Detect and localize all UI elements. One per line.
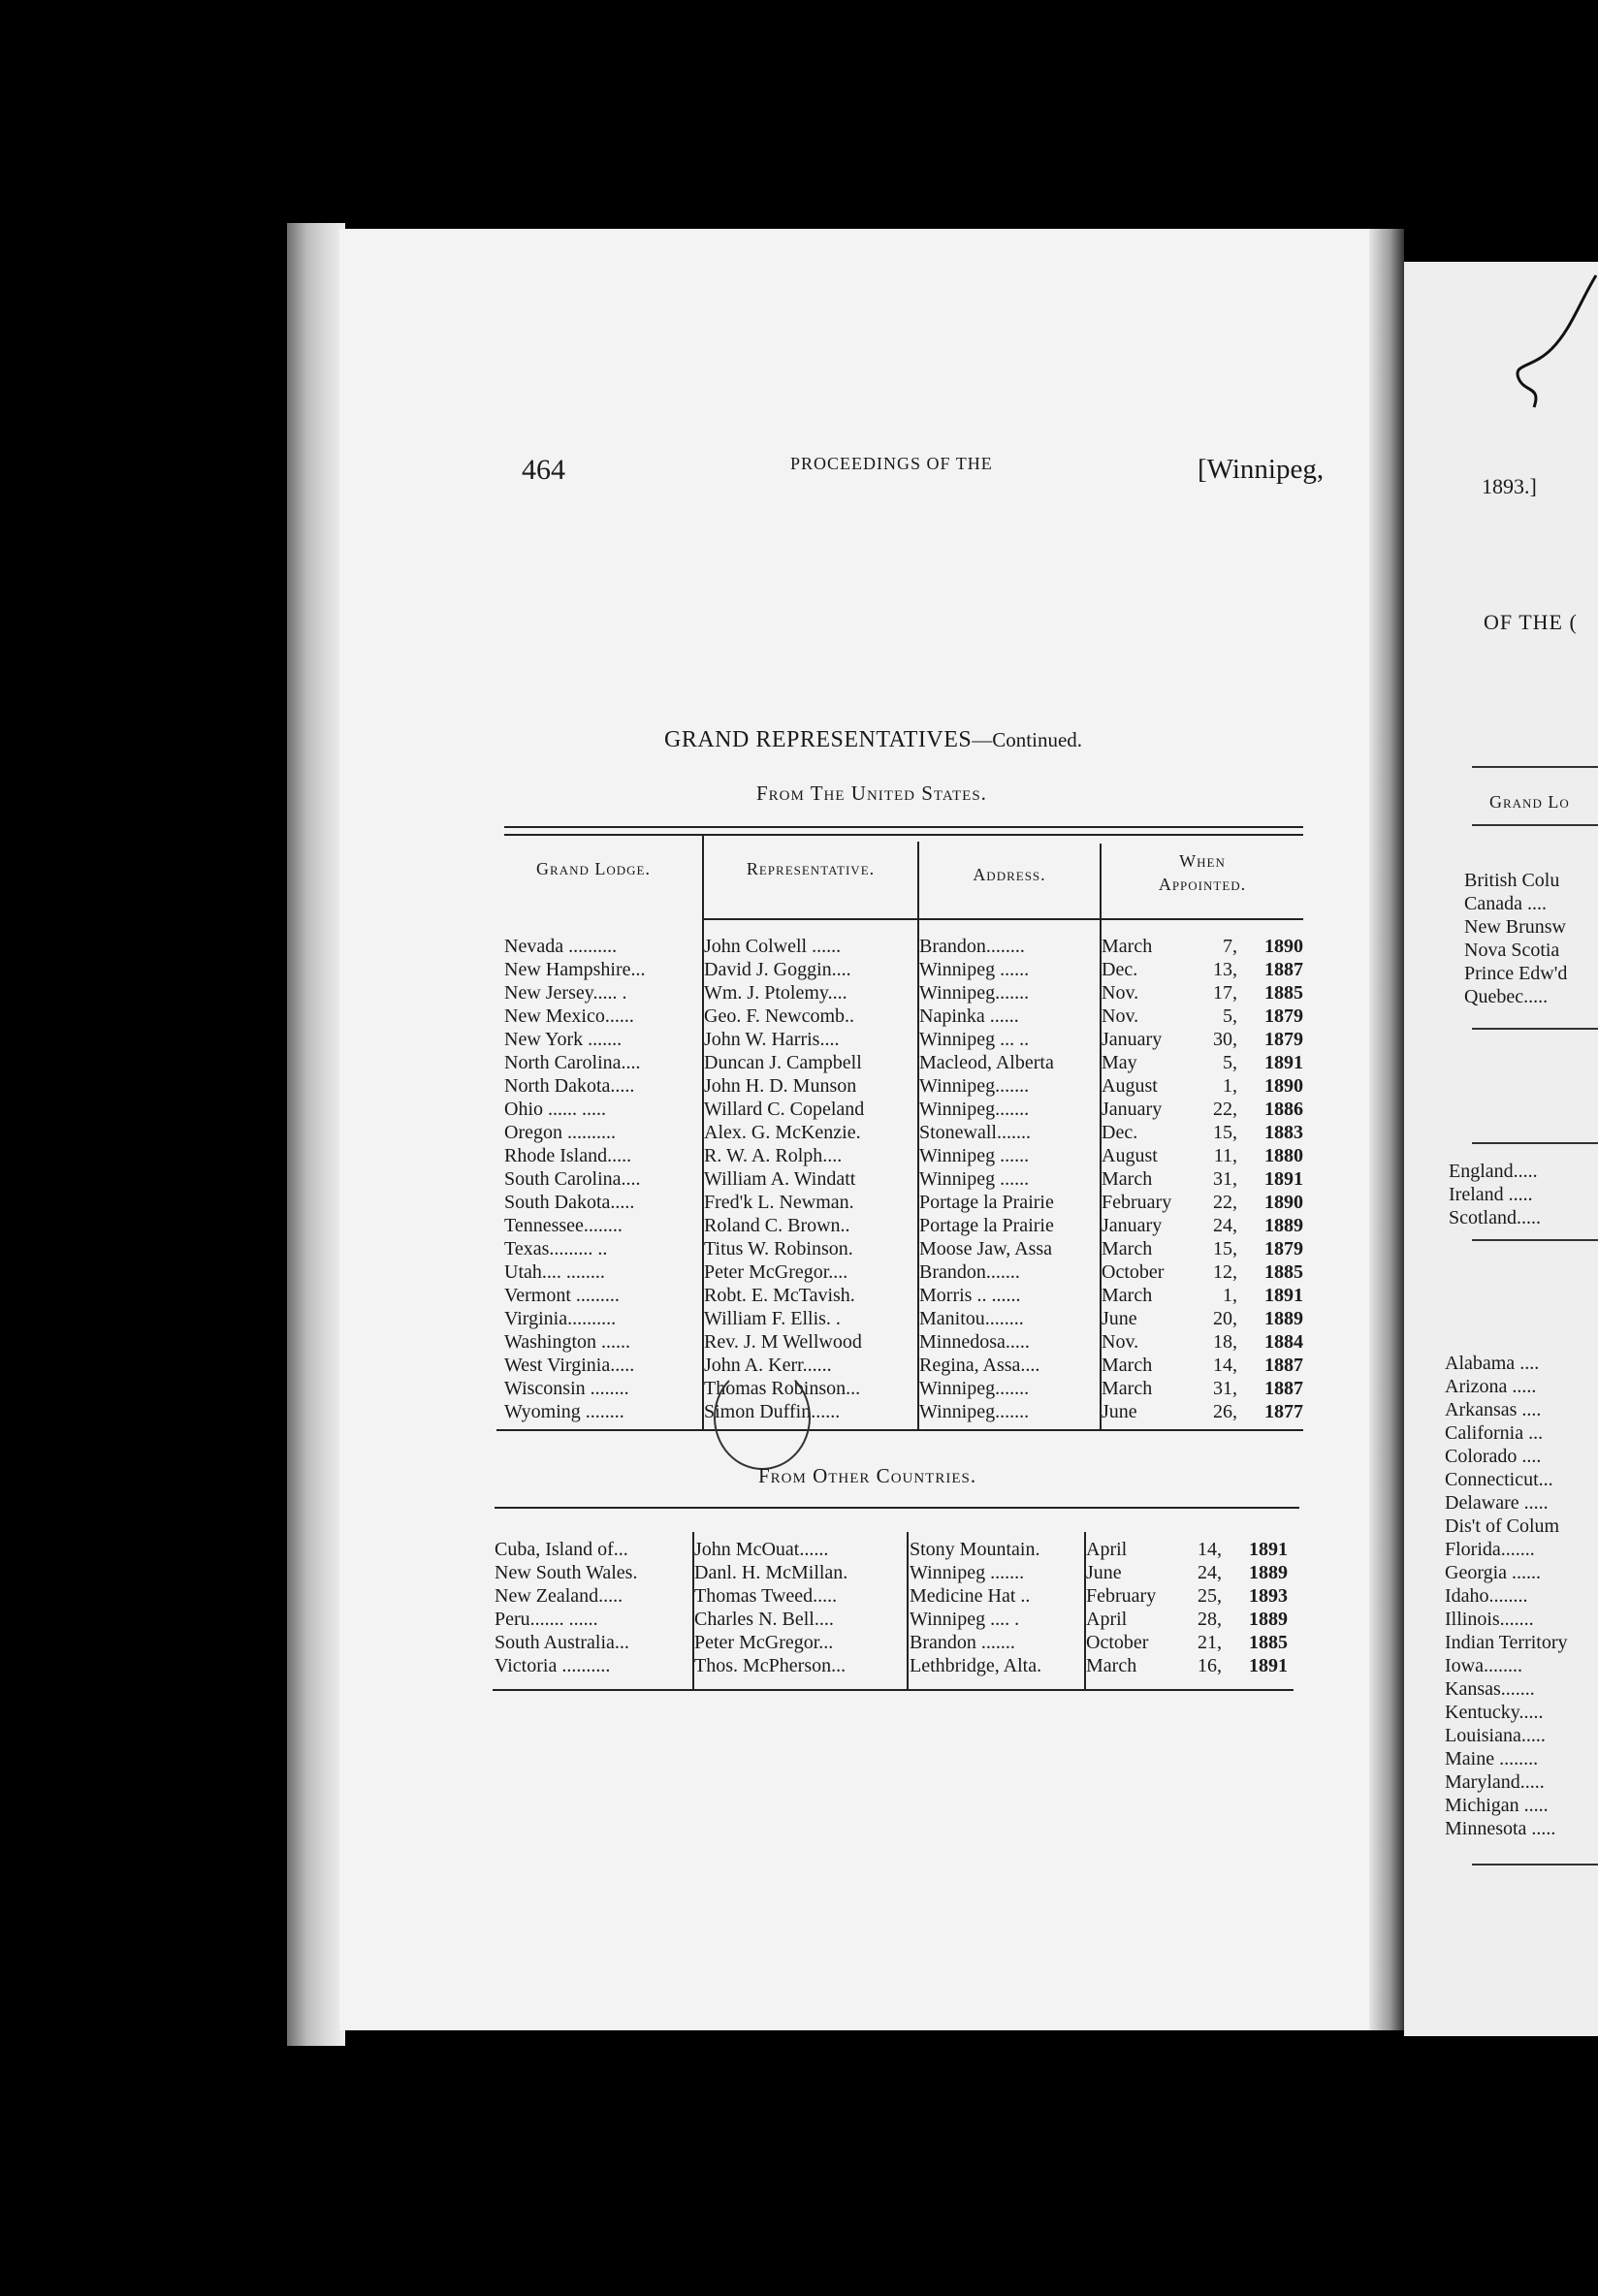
facing-list-item: Prince Edw'd xyxy=(1464,963,1568,984)
table-row xyxy=(502,1400,1307,1423)
cell-month: August xyxy=(1102,1145,1158,1166)
cell-addr: Regina, Assa.... xyxy=(919,1355,1040,1376)
table-row xyxy=(502,1167,1307,1191)
facing-list-item: Alabama .... xyxy=(1445,1353,1540,1374)
facing-list-item: Iowa........ xyxy=(1445,1655,1522,1676)
facing-page xyxy=(1404,262,1598,2036)
table-row xyxy=(502,1214,1307,1237)
facing-list-item: British Colu xyxy=(1464,870,1560,891)
cell-year: 1885 xyxy=(1264,1261,1303,1283)
cell-lodge: New South Wales. xyxy=(495,1562,638,1583)
facing-rule-1 xyxy=(1472,766,1598,768)
cell-rep: Alex. G. McKenzie. xyxy=(704,1122,861,1143)
cell-lodge: Nevada .......... xyxy=(504,936,618,957)
page-number: 464 xyxy=(522,454,565,486)
cell-month: August xyxy=(1102,1075,1158,1097)
cell-year: 1880 xyxy=(1264,1145,1303,1166)
table-row xyxy=(493,1654,1297,1677)
cell-year: 1889 xyxy=(1264,1308,1303,1329)
cell-lodge: Wyoming ........ xyxy=(504,1401,624,1422)
cell-rep: John W. Harris.... xyxy=(704,1029,840,1050)
cell-day: 15, xyxy=(1213,1238,1237,1260)
cell-day: 1, xyxy=(1223,1075,1237,1097)
cell-year: 1891 xyxy=(1249,1655,1288,1676)
cell-month: February xyxy=(1102,1192,1172,1213)
cell-lodge: Wisconsin ........ xyxy=(504,1378,629,1399)
cell-rep: Thos. McPherson... xyxy=(694,1655,847,1676)
cell-rep: Peter McGregor... xyxy=(694,1632,834,1653)
cell-addr: Portage la Prairie xyxy=(919,1192,1054,1213)
cell-year: 1884 xyxy=(1264,1331,1303,1353)
cell-day: 26, xyxy=(1213,1401,1237,1422)
cell-rep: Willard C. Copeland xyxy=(704,1099,865,1120)
cell-rep: Robt. E. McTavish. xyxy=(704,1285,855,1306)
cell-month: January xyxy=(1102,1099,1163,1120)
cell-month: March xyxy=(1102,1285,1153,1306)
table-bottom-rule xyxy=(496,1429,1303,1431)
cell-day: 11, xyxy=(1213,1145,1237,1166)
cell-lodge: New Jersey..... . xyxy=(504,982,627,1004)
heading-main: GRAND REPRESENTATIVES xyxy=(664,727,973,752)
cell-rep: Thomas Tweed..... xyxy=(694,1585,838,1607)
cell-rep: Charles N. Bell.... xyxy=(694,1609,834,1630)
cell-month: March xyxy=(1102,936,1153,957)
cell-addr: Lethbridge, Alta. xyxy=(910,1655,1042,1676)
cell-lodge: North Dakota..... xyxy=(504,1075,635,1097)
cell-month: October xyxy=(1086,1632,1149,1653)
cell-month: Nov. xyxy=(1102,982,1139,1004)
facing-list-item: Indian Territory xyxy=(1445,1632,1568,1653)
cell-addr: Morris .. ...... xyxy=(919,1285,1021,1306)
header-rule-address xyxy=(917,918,1100,920)
table-top-rule-2 xyxy=(504,834,1303,836)
table2-bottom-rule xyxy=(493,1689,1294,1691)
facing-list-item: Kentucky..... xyxy=(1445,1702,1544,1723)
facing-list-item: Arkansas .... xyxy=(1445,1399,1542,1420)
cell-rep: R. W. A. Rolph.... xyxy=(704,1145,843,1166)
cell-month: February xyxy=(1086,1585,1157,1607)
table-row xyxy=(502,1051,1307,1074)
table-row xyxy=(502,981,1307,1004)
table-row xyxy=(502,1354,1307,1377)
cell-month: Dec. xyxy=(1102,959,1138,980)
cell-rep: Titus W. Robinson. xyxy=(704,1238,853,1260)
cell-day: 13, xyxy=(1213,959,1237,980)
cell-addr: Manitou........ xyxy=(919,1308,1024,1329)
cell-rep: Fred'k L. Newman. xyxy=(704,1192,854,1213)
table2-top-rule xyxy=(495,1507,1299,1509)
cell-addr: Brandon....... xyxy=(919,1261,1020,1283)
cell-year: 1890 xyxy=(1264,936,1303,957)
cell-year: 1891 xyxy=(1249,1539,1288,1560)
col-header-when-1: When xyxy=(1179,851,1226,871)
page-edge xyxy=(287,223,345,2046)
cell-lodge: Oregon .......... xyxy=(504,1122,616,1143)
facing-list-item: Kansas....... xyxy=(1445,1678,1535,1700)
cell-addr: Stony Mountain. xyxy=(910,1539,1040,1560)
cell-lodge: Tennessee........ xyxy=(504,1215,623,1236)
cell-rep: William F. Ellis. . xyxy=(704,1308,841,1329)
cell-month: January xyxy=(1102,1215,1163,1236)
cell-month: Dec. xyxy=(1102,1122,1138,1143)
facing-col-header: Grand Lo xyxy=(1489,792,1570,812)
cell-year: 1891 xyxy=(1264,1168,1303,1190)
cell-lodge: North Carolina.... xyxy=(504,1052,641,1073)
table-row xyxy=(493,1584,1297,1608)
cell-day: 20, xyxy=(1213,1308,1237,1329)
subheading-other: From Other Countries. xyxy=(758,1464,977,1487)
col-header-lodge: Grand Lodge. xyxy=(536,859,651,878)
cell-day: 25, xyxy=(1198,1585,1222,1607)
cell-addr: Winnipeg ....... xyxy=(910,1562,1025,1583)
cell-addr: Napinka ...... xyxy=(919,1005,1019,1027)
cell-lodge: Ohio ...... ..... xyxy=(504,1099,606,1120)
cell-addr: Winnipeg....... xyxy=(919,1099,1030,1120)
cell-addr: Winnipeg....... xyxy=(919,1401,1030,1422)
facing-rule-6 xyxy=(1472,1864,1598,1866)
facing-list-item: Scotland..... xyxy=(1449,1207,1541,1228)
facing-list-item: Idaho........ xyxy=(1445,1585,1528,1607)
facing-list-item: Nova Scotia xyxy=(1464,940,1560,961)
facing-list-item: Arizona ..... xyxy=(1445,1376,1537,1397)
cell-year: 1877 xyxy=(1264,1401,1303,1422)
cell-day: 24, xyxy=(1198,1562,1222,1583)
cell-day: 16, xyxy=(1198,1655,1222,1676)
cell-addr: Winnipeg .... . xyxy=(910,1609,1020,1630)
heading-continued: —Continued. xyxy=(972,728,1083,751)
cell-lodge: New Hampshire... xyxy=(504,959,646,980)
cell-day: 15, xyxy=(1213,1122,1237,1143)
cell-rep: Roland C. Brown.. xyxy=(704,1215,850,1236)
cell-lodge: New York ....... xyxy=(504,1029,623,1050)
cell-rep: John McOuat...... xyxy=(694,1539,829,1560)
table-row xyxy=(502,1028,1307,1051)
cell-addr: Winnipeg ...... xyxy=(919,1168,1030,1190)
cell-lodge: Rhode Island..... xyxy=(504,1145,632,1166)
table-row xyxy=(493,1561,1297,1584)
cell-addr: Winnipeg....... xyxy=(919,1378,1030,1399)
table-row xyxy=(502,1237,1307,1260)
cell-lodge: South Carolina.... xyxy=(504,1168,641,1190)
cell-rep: Danl. H. McMillan. xyxy=(694,1562,848,1583)
cell-rep: John H. D. Munson xyxy=(704,1075,857,1097)
facing-list-item: Ireland ..... xyxy=(1449,1184,1533,1205)
cell-addr: Brandon........ xyxy=(919,936,1025,957)
cell-addr: Medicine Hat .. xyxy=(910,1585,1031,1607)
facing-list-item: Illinois....... xyxy=(1445,1609,1534,1630)
facing-list-item: Colorado .... xyxy=(1445,1446,1542,1467)
facing-list-item: Louisiana..... xyxy=(1445,1725,1546,1746)
cell-month: April xyxy=(1086,1609,1128,1630)
section-heading xyxy=(664,727,1082,753)
cell-rep: John A. Kerr...... xyxy=(704,1355,832,1376)
facing-rule-2 xyxy=(1472,824,1598,826)
cell-addr: Portage la Prairie xyxy=(919,1215,1054,1236)
book-gutter xyxy=(1369,229,1404,2030)
cell-day: 5, xyxy=(1223,1052,1237,1073)
table-row xyxy=(502,1260,1307,1284)
cell-lodge: New Mexico...... xyxy=(504,1005,634,1027)
table-row xyxy=(502,1191,1307,1214)
cell-lodge: Cuba, Island of... xyxy=(495,1539,628,1560)
pencil-circle-mark xyxy=(714,1365,811,1470)
facing-list-item: Connecticut... xyxy=(1445,1469,1553,1490)
cell-day: 30, xyxy=(1213,1029,1237,1050)
cell-lodge: New Zealand..... xyxy=(495,1585,623,1607)
cell-year: 1893 xyxy=(1249,1585,1288,1607)
cell-year: 1887 xyxy=(1264,959,1303,980)
table-row xyxy=(502,1144,1307,1167)
cell-month: Nov. xyxy=(1102,1331,1139,1353)
facing-list-item: Minnesota ..... xyxy=(1445,1818,1556,1839)
header-rule-rep xyxy=(702,918,917,920)
table-row xyxy=(502,1284,1307,1307)
cell-rep: Thomas Robinson... xyxy=(704,1378,861,1399)
cell-year: 1890 xyxy=(1264,1075,1303,1097)
cell-day: 24, xyxy=(1213,1215,1237,1236)
table-row xyxy=(502,1307,1307,1330)
cell-day: 31, xyxy=(1213,1378,1237,1399)
cell-addr: Winnipeg ...... xyxy=(919,1145,1030,1166)
cell-month: June xyxy=(1102,1401,1137,1422)
header-rule-when xyxy=(1100,918,1303,920)
cell-year: 1887 xyxy=(1264,1378,1303,1399)
table-row xyxy=(502,1098,1307,1121)
cell-addr: Minnedosa..... xyxy=(919,1331,1030,1353)
cell-lodge: Virginia.......... xyxy=(504,1308,617,1329)
facing-list-item: Michigan ..... xyxy=(1445,1795,1549,1816)
cell-rep: William A. Windatt xyxy=(704,1168,856,1190)
cell-day: 17, xyxy=(1213,982,1237,1004)
cell-addr: Brandon ....... xyxy=(910,1632,1015,1653)
cell-addr: Winnipeg....... xyxy=(919,1075,1030,1097)
cell-year: 1889 xyxy=(1249,1609,1288,1630)
facing-list-item: Georgia ...... xyxy=(1445,1562,1542,1583)
facing-list-item: Quebec..... xyxy=(1464,986,1549,1007)
cell-month: March xyxy=(1102,1378,1153,1399)
cell-lodge: West Virginia..... xyxy=(504,1355,635,1376)
cell-month: Nov. xyxy=(1102,1005,1139,1027)
cell-rep: Geo. F. Newcomb.. xyxy=(704,1005,855,1027)
cell-year: 1883 xyxy=(1264,1122,1303,1143)
cell-month: June xyxy=(1086,1562,1122,1583)
cell-lodge: Washington ...... xyxy=(504,1331,631,1353)
col-header-when xyxy=(1105,849,1299,896)
cell-lodge: Texas......... .. xyxy=(504,1238,608,1260)
cell-addr: Moose Jaw, Assa xyxy=(919,1238,1053,1260)
cell-addr: Macleod, Alberta xyxy=(919,1052,1054,1073)
facing-list-item: California ... xyxy=(1445,1422,1544,1444)
facing-list-item: Delaware ..... xyxy=(1445,1492,1549,1514)
cell-day: 14, xyxy=(1213,1355,1237,1376)
cell-rep: Duncan J. Campbell xyxy=(704,1052,862,1073)
cell-year: 1889 xyxy=(1249,1562,1288,1583)
cell-month: October xyxy=(1102,1261,1165,1283)
cell-month: March xyxy=(1102,1355,1153,1376)
cell-year: 1891 xyxy=(1264,1285,1303,1306)
facing-year: 1893.] xyxy=(1482,474,1537,498)
cell-year: 1879 xyxy=(1264,1005,1303,1027)
cell-rep: David J. Goggin.... xyxy=(704,959,851,980)
cell-month: March xyxy=(1102,1168,1153,1190)
cell-addr: Winnipeg....... xyxy=(919,982,1030,1004)
facing-rule-4 xyxy=(1472,1142,1598,1144)
cell-month: January xyxy=(1102,1029,1163,1050)
facing-list-item: Canada .... xyxy=(1464,893,1547,914)
cell-addr: Winnipeg ... .. xyxy=(919,1029,1030,1050)
cell-lodge: Peru....... ...... xyxy=(495,1609,598,1630)
cell-day: 12, xyxy=(1213,1261,1237,1283)
cell-day: 7, xyxy=(1223,936,1237,957)
cell-day: 14, xyxy=(1198,1539,1222,1560)
facing-rule-3 xyxy=(1472,1028,1598,1030)
cell-lodge: Victoria .......... xyxy=(495,1655,611,1676)
running-title: PROCEEDINGS OF THE xyxy=(790,454,993,473)
cell-lodge: South Dakota..... xyxy=(504,1192,635,1213)
cell-month: March xyxy=(1102,1238,1153,1260)
subheading-us: From The United States. xyxy=(756,781,987,805)
facing-rule-5 xyxy=(1472,1239,1598,1241)
cell-lodge: Utah.... ........ xyxy=(504,1261,605,1283)
table-row xyxy=(502,1330,1307,1354)
cell-rep: Wm. J. Ptolemy.... xyxy=(704,982,847,1004)
table-row xyxy=(502,1377,1307,1400)
table-row xyxy=(502,1004,1307,1028)
cell-day: 28, xyxy=(1198,1609,1222,1630)
cell-year: 1890 xyxy=(1264,1192,1303,1213)
cell-day: 31, xyxy=(1213,1168,1237,1190)
cell-rep: John Colwell ...... xyxy=(704,936,842,957)
table-row xyxy=(502,1121,1307,1144)
cell-year: 1879 xyxy=(1264,1029,1303,1050)
table-top-rule xyxy=(504,826,1303,828)
cell-lodge: Vermont ......... xyxy=(504,1285,620,1306)
cell-addr: Winnipeg ...... xyxy=(919,959,1030,980)
table-row xyxy=(502,935,1307,958)
cell-month: April xyxy=(1086,1539,1128,1560)
pencil-scribble-mark xyxy=(1513,271,1598,417)
cell-month: May xyxy=(1102,1052,1137,1073)
cell-day: 5, xyxy=(1223,1005,1237,1027)
cell-day: 22, xyxy=(1213,1192,1237,1213)
col-header-address: Address. xyxy=(973,865,1046,884)
facing-list-item: Maine ........ xyxy=(1445,1748,1539,1770)
col-header-representative: Representative. xyxy=(746,859,876,878)
running-place: [Winnipeg, xyxy=(1198,454,1325,485)
table-row xyxy=(493,1538,1297,1561)
cell-addr: Stonewall....... xyxy=(919,1122,1031,1143)
table-row xyxy=(502,1074,1307,1098)
cell-day: 22, xyxy=(1213,1099,1237,1120)
cell-year: 1885 xyxy=(1249,1632,1288,1653)
cell-lodge: South Australia... xyxy=(495,1632,629,1653)
cell-rep: Peter McGregor.... xyxy=(704,1261,848,1283)
table-row xyxy=(493,1608,1297,1631)
cell-year: 1887 xyxy=(1264,1355,1303,1376)
cell-month: March xyxy=(1086,1655,1137,1676)
facing-list-item: New Brunsw xyxy=(1464,916,1566,938)
facing-title: OF THE ( xyxy=(1484,610,1578,634)
table-row xyxy=(502,958,1307,981)
cell-day: 1, xyxy=(1223,1285,1237,1306)
cell-month: June xyxy=(1102,1308,1137,1329)
facing-list-item: Dis't of Colum xyxy=(1445,1515,1560,1537)
cell-rep: Simon Duffin...... xyxy=(704,1401,841,1422)
cell-year: 1879 xyxy=(1264,1238,1303,1260)
cell-day: 21, xyxy=(1198,1632,1222,1653)
table-row xyxy=(493,1631,1297,1654)
cell-rep: Rev. J. M Wellwood xyxy=(704,1331,862,1353)
facing-list-item: Maryland..... xyxy=(1445,1771,1545,1793)
cell-year: 1889 xyxy=(1264,1215,1303,1236)
cell-year: 1886 xyxy=(1264,1099,1303,1120)
cell-year: 1885 xyxy=(1264,982,1303,1004)
col-header-when-2: Appointed. xyxy=(1158,875,1247,894)
cell-year: 1891 xyxy=(1264,1052,1303,1073)
cell-day: 18, xyxy=(1213,1331,1237,1353)
facing-list-item: England..... xyxy=(1449,1161,1538,1182)
facing-list-item: Florida....... xyxy=(1445,1539,1535,1560)
